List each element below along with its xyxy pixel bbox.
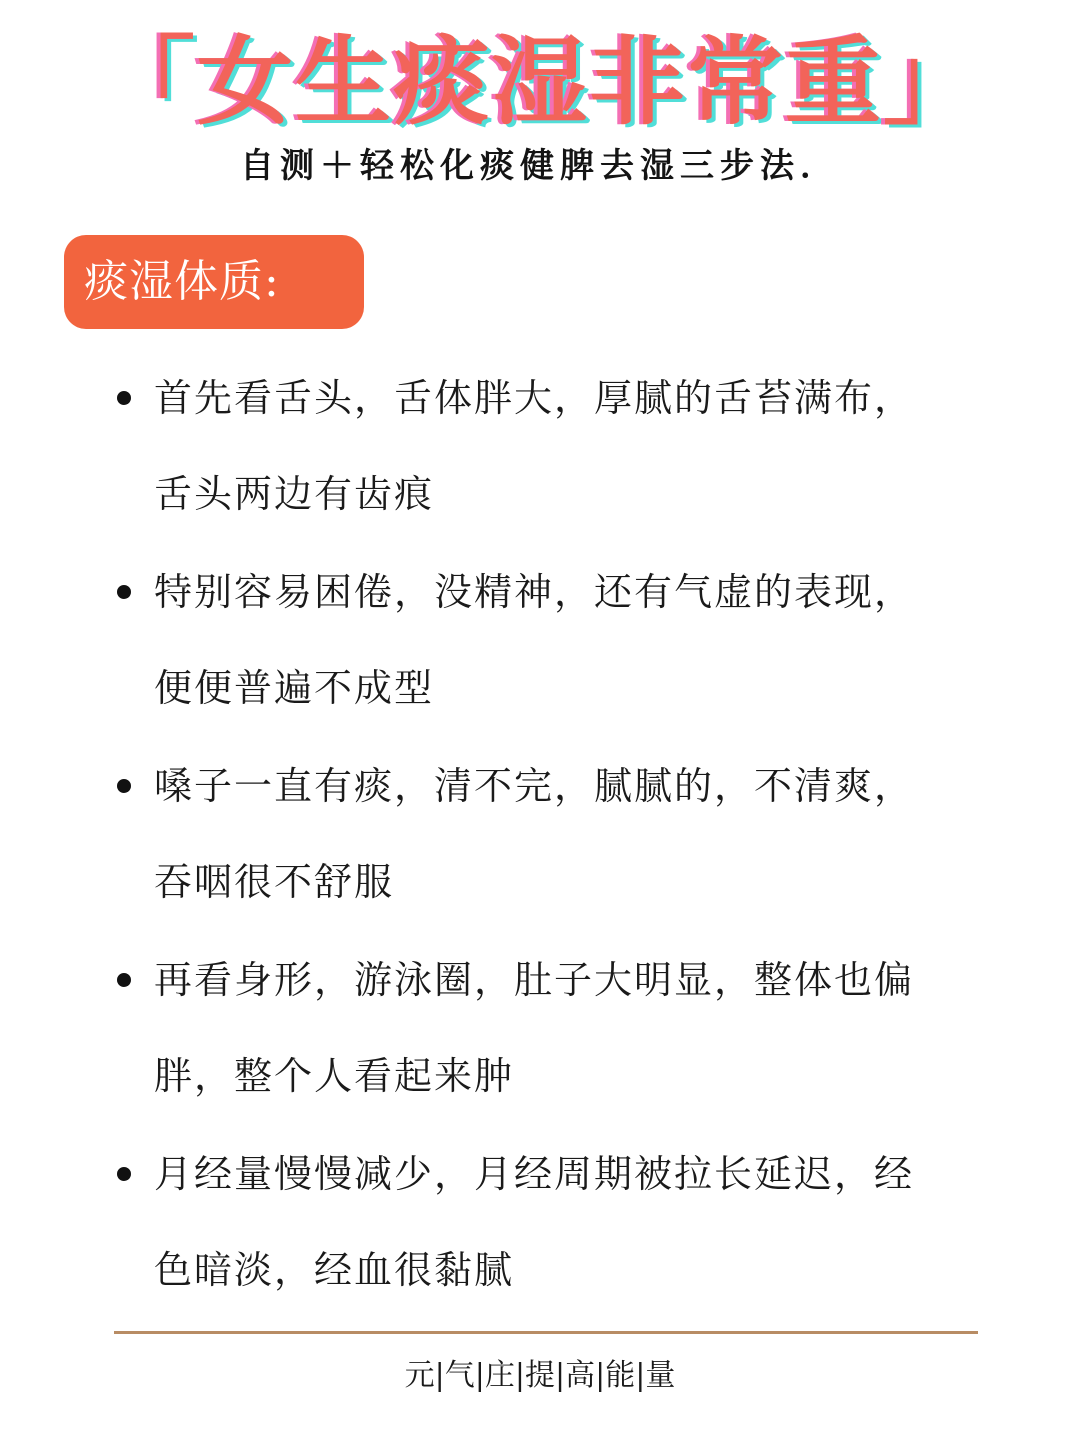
bullet-icon xyxy=(117,391,131,405)
list-item-line: 舌头两边有齿痕 xyxy=(154,472,435,516)
list-item xyxy=(0,932,1080,1126)
list-item-line: 再看身形，游泳圈，肚子大明显，整体也偏 xyxy=(154,958,915,1002)
list-item-line: 吞咽很不舒服 xyxy=(154,860,395,904)
list-item-line: 嗓子一直有痰，清不完，腻腻的，不清爽， xyxy=(154,764,915,808)
footer-signature: 元|气|庄|提|高|能|量 xyxy=(404,1358,676,1393)
list-item xyxy=(0,544,1080,738)
list-item-line: 月经量慢慢减少，月经周期被拉长延迟，经 xyxy=(154,1152,915,1196)
page-title: 「女生痰湿非常重」 xyxy=(99,26,981,138)
list-item-line: 色暗淡，经血很黏腻 xyxy=(154,1248,515,1292)
bullet-icon xyxy=(117,1167,131,1181)
bullet-icon xyxy=(117,779,131,793)
section-badge: 痰湿体质: xyxy=(64,235,364,329)
list-item xyxy=(0,738,1080,932)
list-item-line: 首先看舌头，舌体胖大，厚腻的舌苔满布， xyxy=(154,376,915,420)
bullet-icon xyxy=(117,973,131,987)
list-item-line: 便便普遍不成型 xyxy=(154,666,435,710)
list-item xyxy=(0,1126,1080,1320)
footer-divider xyxy=(114,1331,978,1334)
list-item xyxy=(0,350,1080,544)
list-item-line: 特别容易困倦，没精神，还有气虚的表现， xyxy=(154,570,915,614)
page-subtitle: 自测＋轻松化痰健脾去湿三步法． xyxy=(240,146,840,186)
bullet-icon xyxy=(117,585,131,599)
list-item-line: 胖，整个人看起来肿 xyxy=(154,1054,515,1098)
